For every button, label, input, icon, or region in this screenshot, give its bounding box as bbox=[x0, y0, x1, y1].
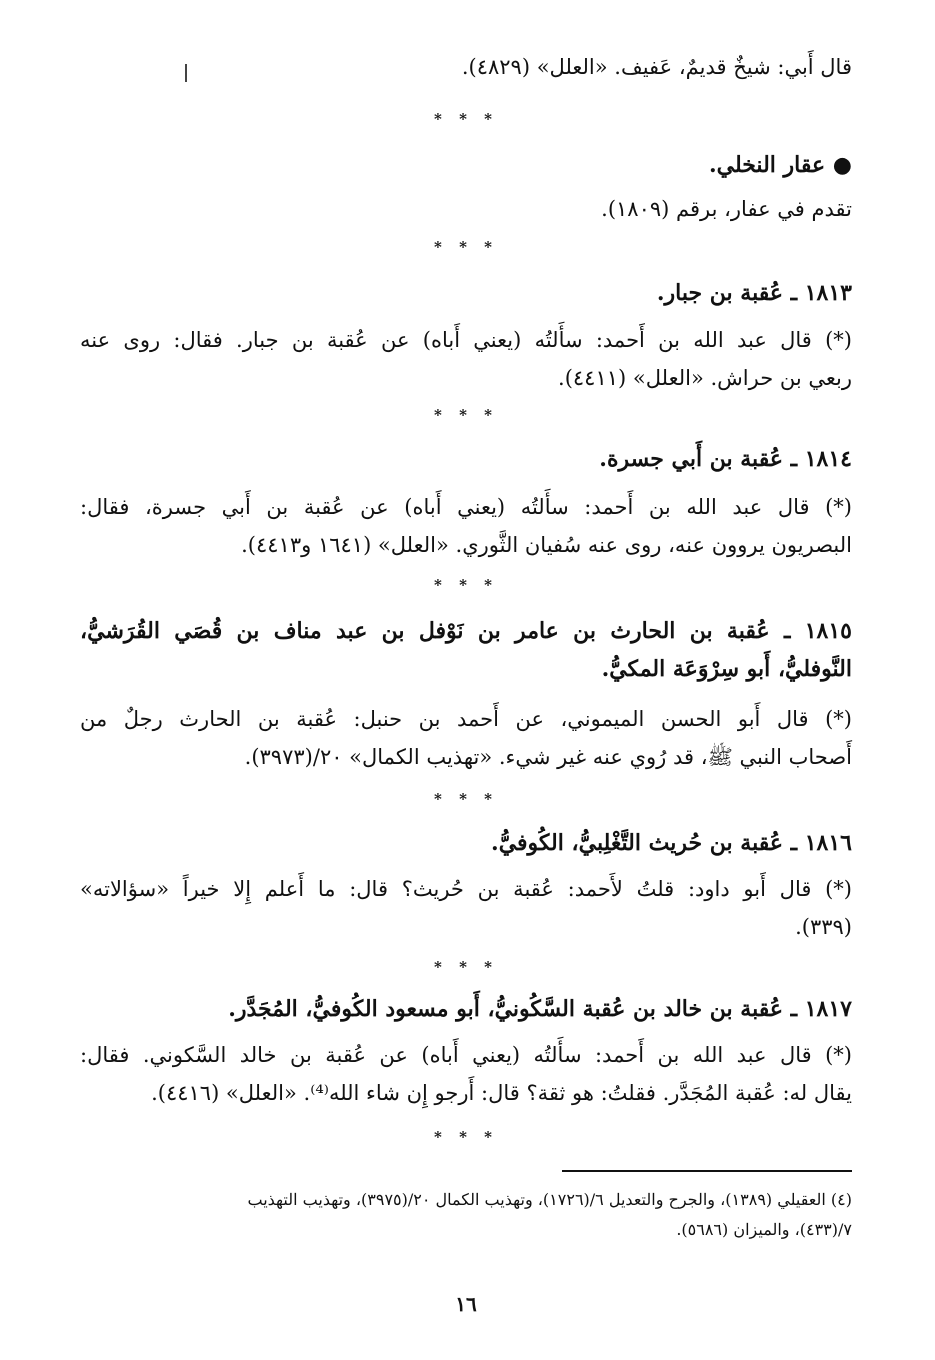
text-line-9: البصريون يروون عنه، روى عنه سُفيان الثَّوري. «العلل» (١٦٤١ و٤٤١٣). bbox=[241, 533, 852, 557]
scan-mark bbox=[185, 64, 187, 82]
section-separator-3: * * * bbox=[434, 406, 498, 424]
page-number: ١٦ bbox=[455, 1292, 477, 1316]
section-separator-5: * * * bbox=[434, 790, 498, 808]
entry-heading-1813: ١٨١٣ ـ عُقبة بن جبار. bbox=[656, 280, 852, 306]
book-page bbox=[80, 40, 852, 1340]
entry-heading-1814: ١٨١٤ ـ عُقبة بن أَبي جسرة. bbox=[599, 446, 852, 472]
entry-heading-aqqar: ● عقار النخلي. bbox=[708, 152, 852, 178]
footnote-4-cont: ٧/(٤٣٣)، والميزان (٥٦٨٦). bbox=[676, 1220, 852, 1239]
text-line-18: (*) قال عبد الله بن أَحمد: سأَلتُه (يعني أَباه) عن عُقبة بن خالد السَّكوني. فقال: bbox=[80, 1043, 852, 1067]
text-line-3: تقدم في عفار، برقم (١٨٠٩). bbox=[601, 197, 852, 221]
section-separator-1: * * * bbox=[434, 110, 498, 128]
text-line-12: (*) قال أَبو الحسن الميموني، عن أَحمد بن حنبل: عُقبة بن الحارث رجلٌ من bbox=[80, 707, 852, 731]
section-separator-7: * * * bbox=[434, 1128, 498, 1146]
text-line-6: ربعي بن حراش. «العلل» (٤٤١١). bbox=[558, 366, 852, 390]
section-separator-6: * * * bbox=[434, 958, 498, 976]
text-line-8: (*) قال عبد الله بن أَحمد: سأَلتُه (يعني أَباه) عن عُقبة بن أَبي جسرة، فقال: bbox=[80, 495, 852, 519]
text-line-5: (*) قال عبد الله بن أَحمد: سأَلتُه (يعني أَباه) عن عُقبة بن جبار. فقال: روى عنه bbox=[80, 328, 852, 352]
text-line-19: يقال له: عُقبة المُجَدَّر. فقلتُ: هو ثقة؟ قال: أَرجو إِن شاء الله⁽⁴⁾. «العلل» (٤٤١٦). bbox=[151, 1081, 852, 1105]
entry-heading-1815: ١٨١٥ ـ عُقبة بن الحارث بن عامر بن نَوْفل بن عبد مناف بن قُصَي القُرَشيُّ، bbox=[80, 618, 852, 644]
text-line-1: قال أَبي: شيخٌ قديمٌ، عَفيف. «العلل» (٤٨٢٩). bbox=[461, 55, 852, 79]
entry-heading-1815-cont: النَّوفليُّ، أَبو سِرْوَعَة المكيُّ. bbox=[601, 656, 852, 682]
text-line-15: (*) قال أَبو داود: قلتُ لأَحمد: عُقبة بن حُريث؟ قال: ما أَعلم إِلا خيراً «سؤالاته» bbox=[80, 877, 852, 901]
text-line-13: أَصحاب النبي ﷺ، قد رُوي عنه غير شيء. «تهذيب الكمال» ٢٠/(٣٩٧٣). bbox=[244, 745, 852, 769]
entry-heading-1816: ١٨١٦ ـ عُقبة بن حُريث التَّغْلِبيُّ، الكُوفيُّ. bbox=[491, 830, 852, 856]
footnote-rule bbox=[562, 1170, 852, 1172]
section-separator-4: * * * bbox=[434, 576, 498, 594]
text-line-16: (٣٣٩). bbox=[795, 915, 852, 939]
section-separator-2: * * * bbox=[434, 238, 498, 256]
footnote-4: (٤) العقيلي (١٣٨٩)، والجرح والتعديل ٦/(١٧٢٦)، وتهذيب الكمال ٢٠/(٣٩٧٥)، وتهذيب التهذيب bbox=[247, 1190, 852, 1209]
entry-heading-1817: ١٨١٧ ـ عُقبة بن خالد بن عُقبة السَّكُونيُّ، أَبو مسعود الكُوفيُّ، المُجَدَّر. bbox=[228, 996, 852, 1022]
